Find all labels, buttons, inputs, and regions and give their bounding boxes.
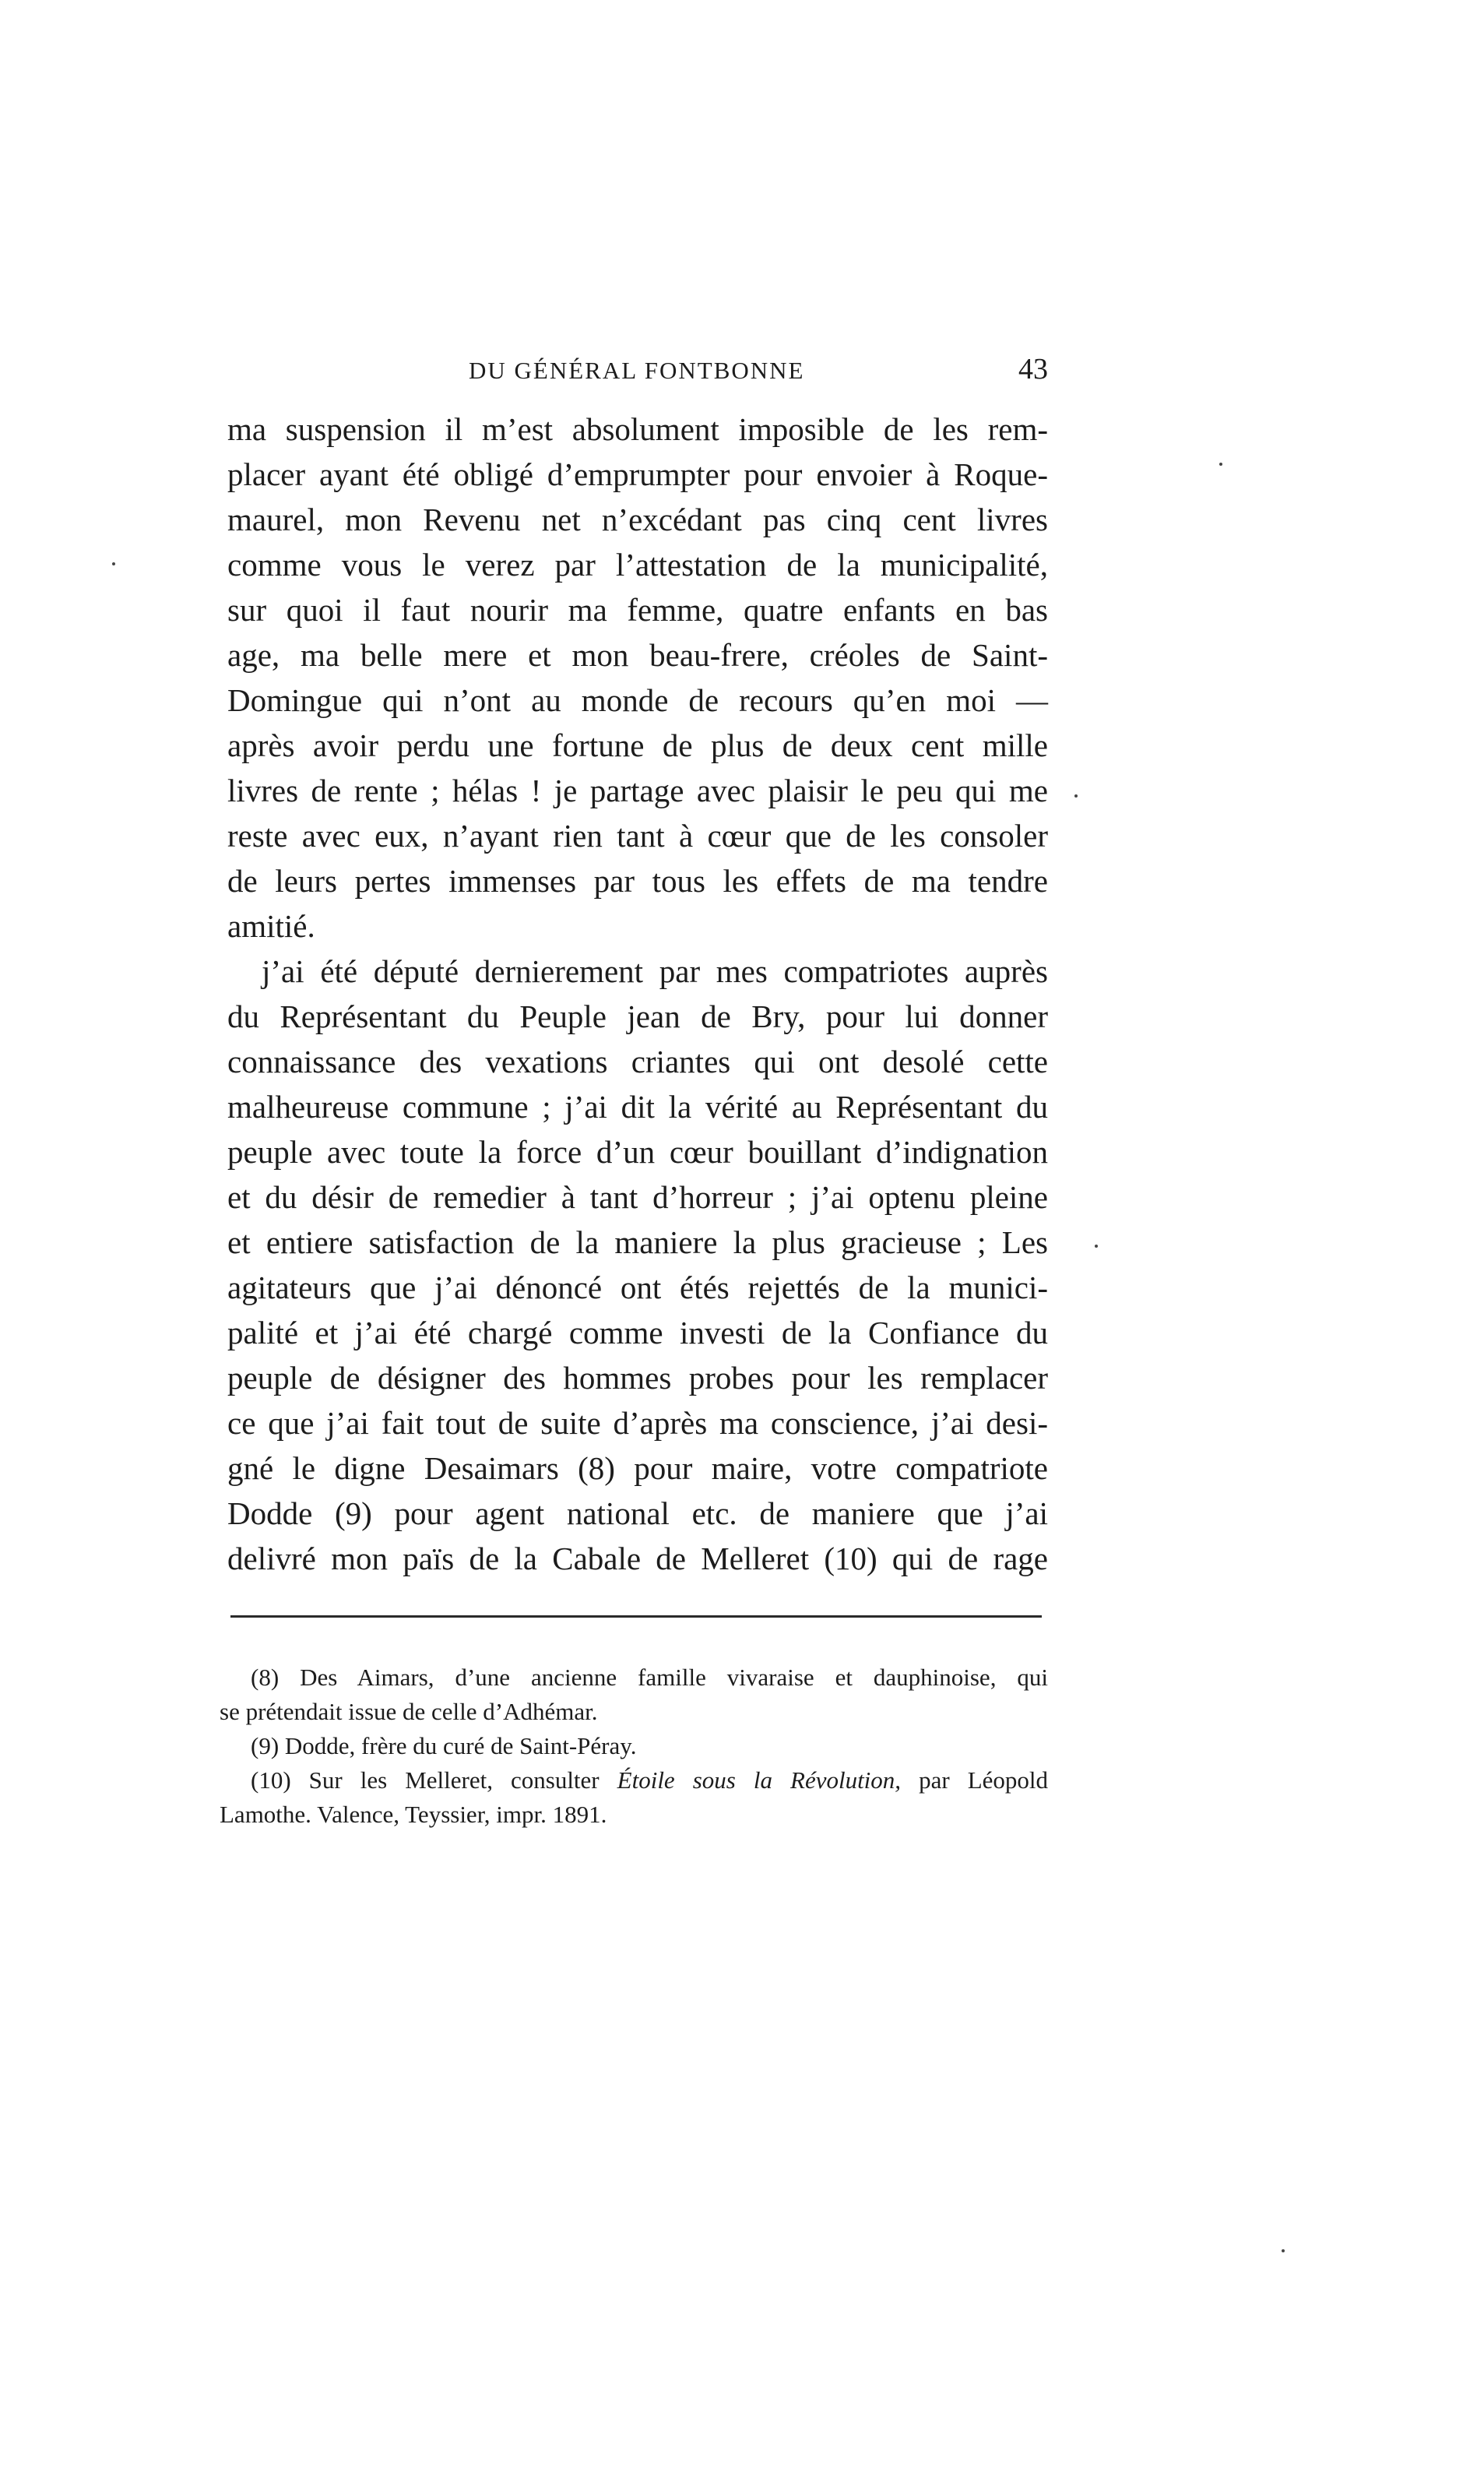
text-line: de leurs pertes immenses par tous les effets de ma tendre — [227, 863, 1048, 899]
text-line: delivré mon païs de la Cabale de Melleret (10) qui de rage — [227, 1541, 1048, 1576]
text-line: malheureuse commune ; j’ai dit la vérité au Représentant du — [227, 1089, 1048, 1125]
footnote-10-line: Lamothe. Valence, Teyssier, impr. 1891. — [220, 1801, 607, 1828]
text-line: livres de rente ; hélas ! je partage avec plaisir le peu qui me — [227, 773, 1048, 808]
text-line: amitié. — [227, 908, 315, 944]
paper-speck — [1074, 794, 1078, 798]
text-line: Dodde (9) pour agent national etc. de maniere que j’ai — [227, 1495, 1048, 1531]
text-line: peuple de désigner des hommes probes pour les remplacer — [227, 1360, 1048, 1396]
text-line: j’ai été député dernierement par mes compatriotes auprès — [262, 953, 1048, 989]
footnote-8-line: se prétendait issue de celle d’Adhémar. — [220, 1698, 598, 1725]
footnote-10-line — [220, 1763, 1048, 1798]
text-line: maurel, mon Revenu net n’excédant pas cinq cent livres — [227, 502, 1048, 537]
footnote-10-title: Étoile sous la Révolution, — [617, 1766, 902, 1794]
text-line: sur quoi il faut nourir ma femme, quatre enfants en bas — [227, 592, 1048, 628]
text-line: et entiere satisfaction de la maniere la plus gracieuse ; Les — [227, 1224, 1048, 1260]
text-line: age, ma belle mere et mon beau-frere, créoles de Saint- — [227, 637, 1048, 673]
text-line: ce que j’ai fait tout de suite d’après ma conscience, j’ai desi- — [227, 1405, 1048, 1441]
text-line: placer ayant été obligé d’emprumpter pour envoier à Roque- — [227, 456, 1048, 492]
footnote-8-line: (8) Des Aimars, d’une ancienne famille vivaraise et dauphinoise, qui — [251, 1664, 1048, 1691]
footnotes — [220, 1660, 1048, 1832]
footnote-divider — [230, 1615, 1042, 1618]
text-line: gné le digne Desaimars (8) pour maire, votre compatriote — [227, 1450, 1048, 1486]
paper-speck — [1095, 1245, 1098, 1248]
page-number: 43 — [1018, 353, 1048, 386]
page-header — [227, 352, 1048, 399]
text-line: connaissance des vexations criantes qui ont desolé cette — [227, 1044, 1048, 1079]
running-head: DU GÉNÉRAL FONTBONNE — [469, 357, 805, 384]
main-text — [227, 407, 1048, 1581]
paper-speck — [1219, 463, 1222, 466]
text-line: peuple avec toute la force d’un cœur bouillant d’indignation — [227, 1134, 1048, 1170]
text-line: palité et j’ai été chargé comme investi de la Confiance du — [227, 1315, 1048, 1350]
footnote-10-suffix: par Léopold — [901, 1766, 1049, 1794]
footnote-9: (9) Dodde, frère du curé de Saint-Péray. — [251, 1732, 637, 1759]
footnote-10-prefix: (10) Sur les Melleret, consulter — [251, 1766, 617, 1794]
text-line: agitateurs que j’ai dénoncé ont étés rejettés de la munici- — [227, 1269, 1048, 1305]
text-line: reste avec eux, n’ayant rien tant à cœur que de les consoler — [227, 818, 1048, 854]
text-line: ma suspension il m’est absolument imposible de les rem- — [227, 411, 1048, 447]
text-line: Domingue qui n’ont au monde de recours qu’en moi — — [227, 682, 1048, 718]
paper-speck — [112, 562, 115, 565]
text-line: après avoir perdu une fortune de plus de deux cent mille — [227, 727, 1048, 763]
paper-speck — [1282, 2249, 1285, 2252]
text-line: du Représentant du Peuple jean de Bry, pour lui donner — [227, 998, 1048, 1034]
text-line: et du désir de remedier à tant d’horreur ; j’ai optenu pleine — [227, 1179, 1048, 1215]
text-line: comme vous le verez par l’attestation de la municipalité, — [227, 547, 1048, 583]
